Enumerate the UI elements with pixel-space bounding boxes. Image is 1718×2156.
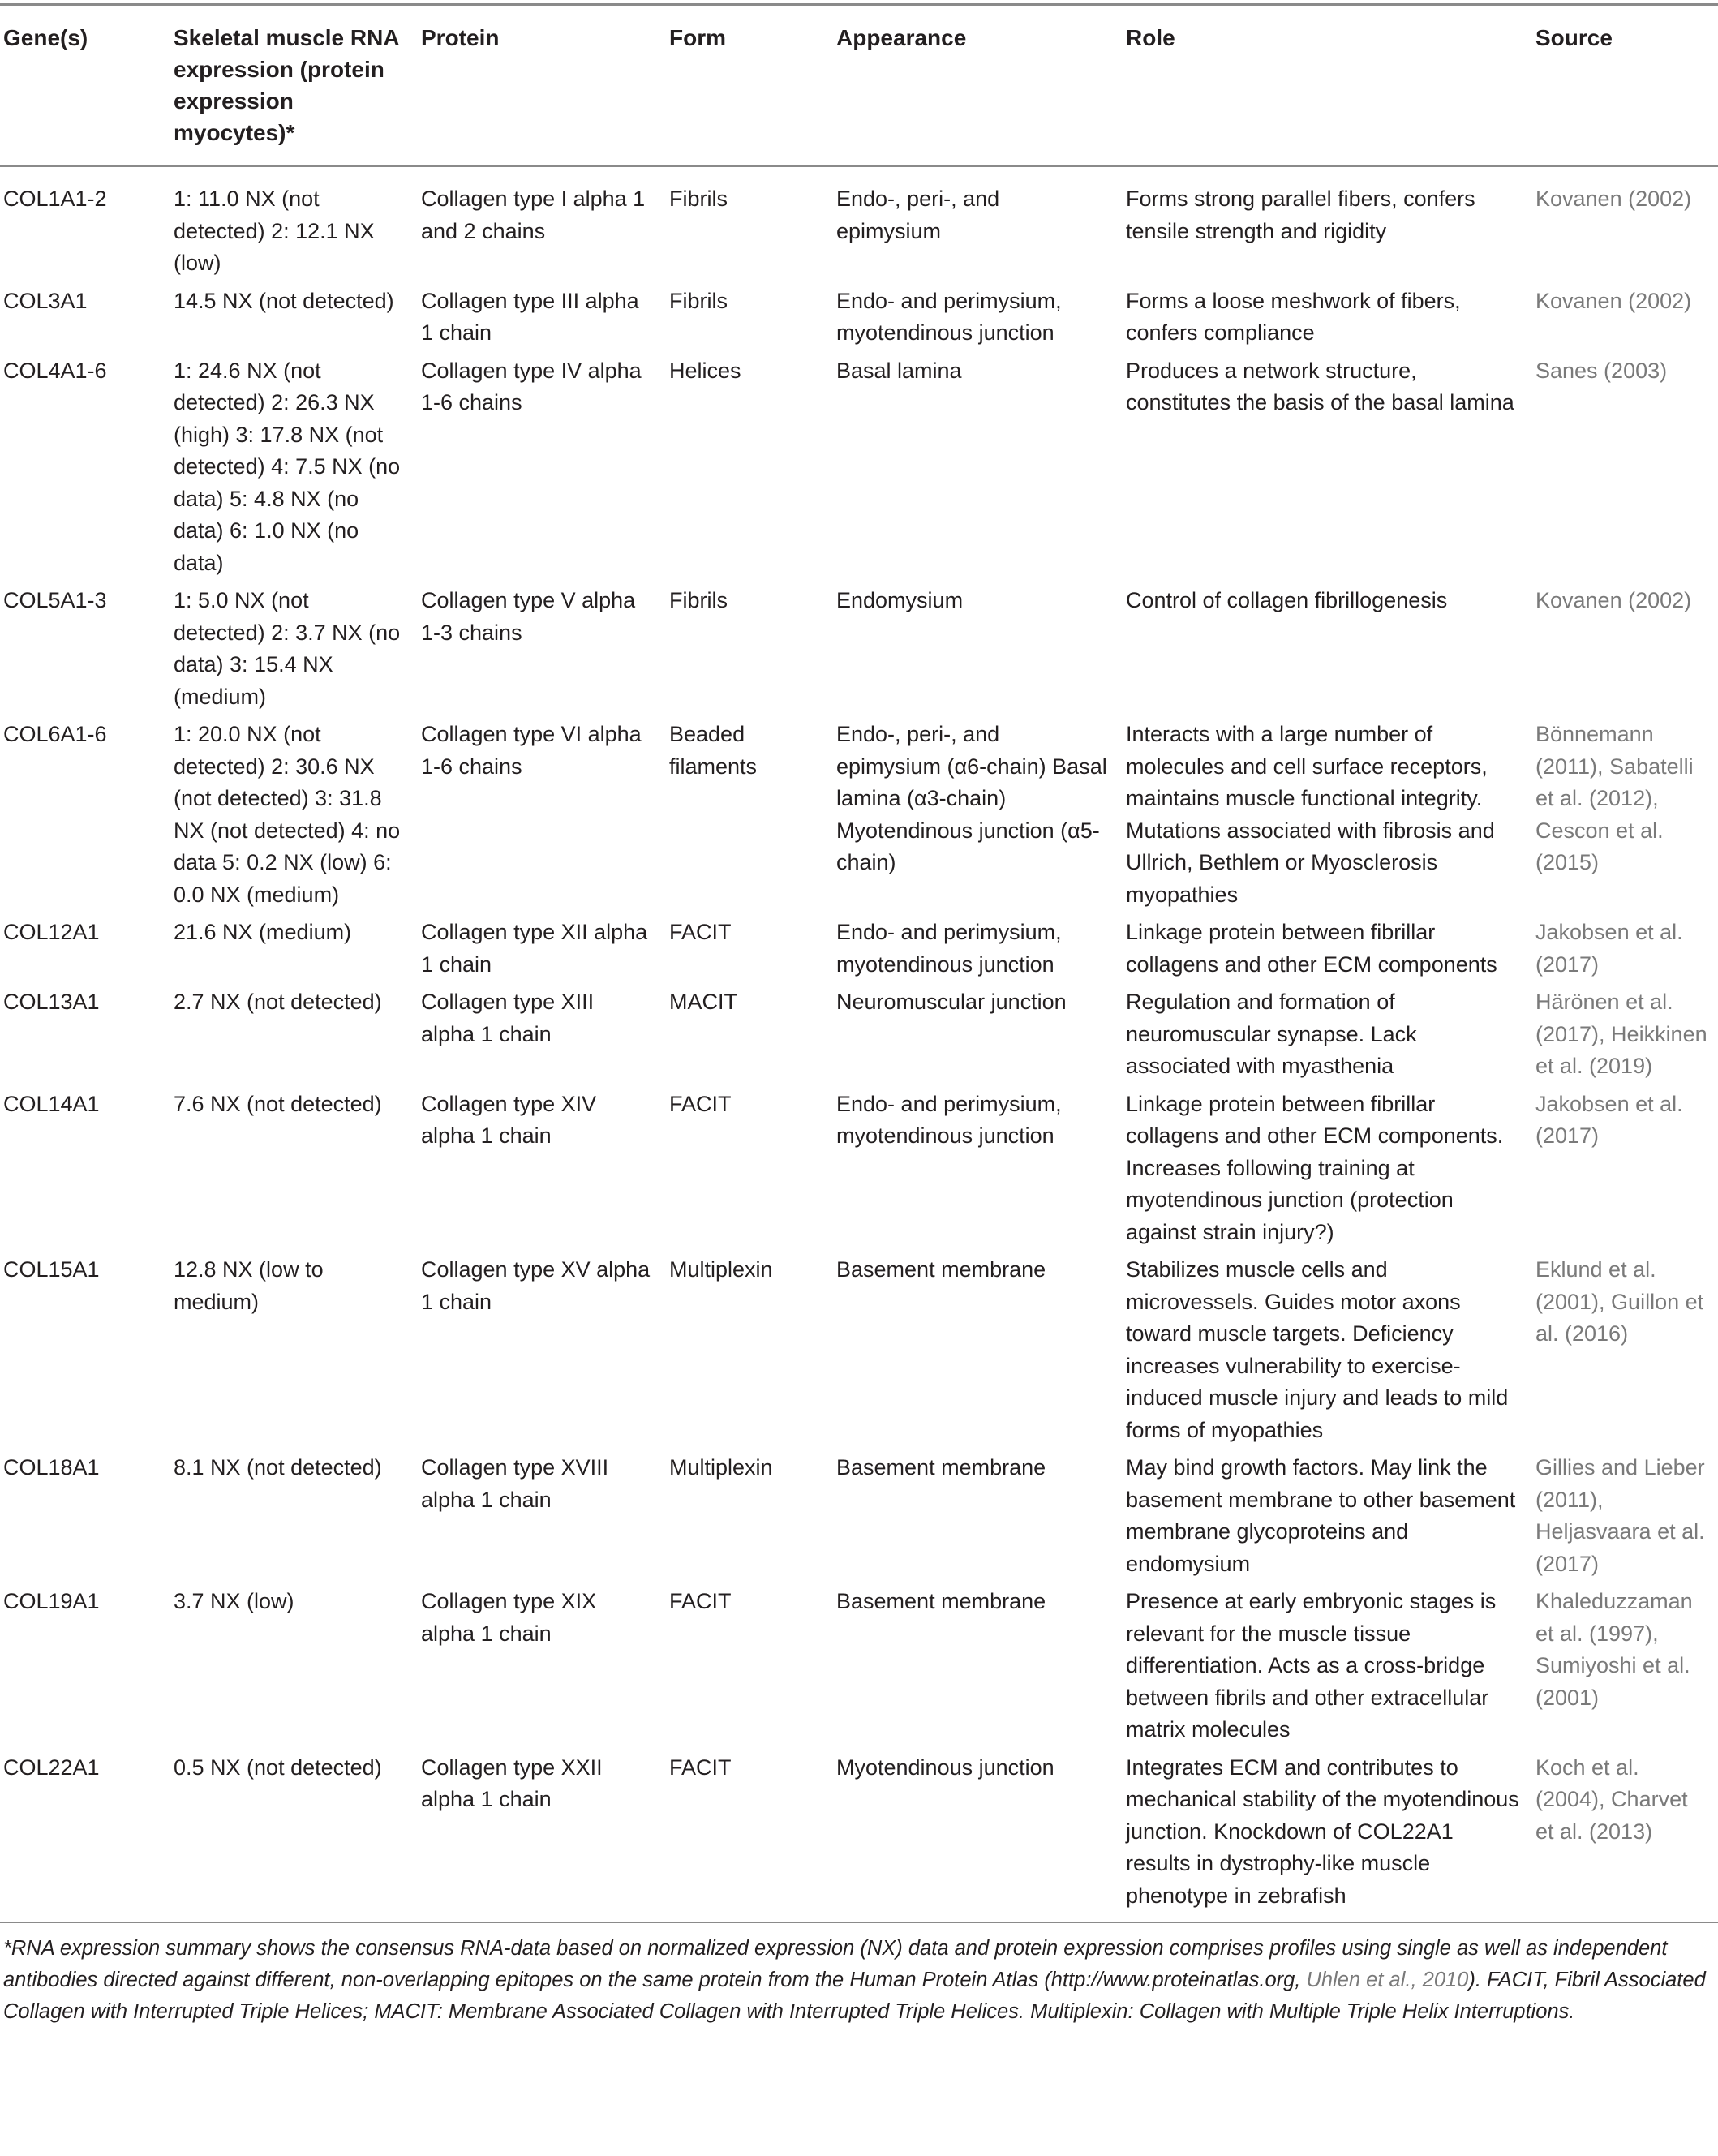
cell-appearance: Basement membrane — [836, 1589, 1046, 1613]
cell-form: Fibrils — [669, 288, 728, 313]
cell-gene: COL22A1 — [3, 1754, 100, 1780]
cell-form: FACIT — [669, 920, 732, 944]
footnote-text-2: ). FACIT, Fibril Associated Collagen with Interrupted Triple Helices; MACIT: Membrane Associated Collagen with Interrupted Triple Helices. Multiplexin: Collagen with Multiple Triple Helix Interruptions. — [3, 1969, 1706, 2023]
cell-rna: 3.7 NX (low) — [174, 1589, 294, 1613]
table-row — [0, 351, 1718, 582]
cell-source-link[interactable]: Kovanen (2002) — [1535, 288, 1692, 313]
cell-source-link[interactable]: Kovanen (2002) — [1535, 588, 1692, 612]
cell-protein: Collagen type XII alpha 1 chain — [421, 920, 648, 977]
header-role: Role — [1126, 25, 1175, 50]
cell-protein: Collagen type IV alpha 1-6 chains — [421, 358, 642, 414]
cell-protein: Collagen type III alpha 1 chain — [421, 288, 639, 345]
cell-role: Presence at early embryonic stages is relevant for the muscle tissue differentiation. Acts as a cross-bridge between fibrils and other extracellular matrix molecules — [1126, 1589, 1497, 1742]
cell-role: Integrates ECM and contributes to mechanical stability of the myotendinous junction. Knockdown of COL22A1 results in dystrophy-like muscle phenotype in zebrafish — [1126, 1754, 1519, 1908]
cell-role: Forms a loose meshwork of fibers, confers compliance — [1126, 288, 1461, 345]
cell-source-link[interactable]: Jakobsen et al. (2017) — [1535, 920, 1683, 977]
header-rna-expression: Skeletal muscle RNA expression (protein expression myocytes)* — [174, 25, 399, 145]
collagen-table — [0, 3, 1718, 2028]
cell-gene: COL15A1 — [3, 1257, 100, 1282]
table-row — [0, 913, 1718, 982]
cell-appearance: Myotendinous junction — [836, 1754, 1054, 1780]
cell-gene: COL13A1 — [3, 990, 100, 1014]
cell-gene: COL1A1-2 — [3, 187, 107, 211]
cell-rna: 7.6 NX (not detected) — [174, 1091, 382, 1116]
cell-form: FACIT — [669, 1589, 732, 1613]
table-row — [0, 1582, 1718, 1748]
cell-role: Forms strong parallel fibers, confers tensile strength and rigidity — [1126, 187, 1475, 243]
cell-rna: 14.5 NX (not detected) — [174, 288, 394, 313]
header-source: Source — [1535, 25, 1613, 50]
cell-appearance: Endomysium — [836, 588, 964, 612]
table-row — [0, 581, 1718, 715]
cell-rna: 0.5 NX (not detected) — [174, 1754, 382, 1780]
table-footer — [0, 1922, 1718, 2028]
cell-gene: COL19A1 — [3, 1589, 100, 1613]
cell-role: Control of collagen fibrillogenesis — [1126, 588, 1448, 612]
cell-rna: 8.1 NX (not detected) — [174, 1455, 382, 1480]
table-header — [0, 5, 1718, 167]
cell-source-link[interactable]: Gillies and Lieber (2011), Heljasvaara et al. (2017) — [1535, 1455, 1705, 1576]
cell-role: Produces a network structure, constitutes the basis of the basal lamina — [1126, 358, 1514, 414]
cell-role: Interacts with a large number of molecules and cell surface receptors, maintains muscle functional integrity. Mutations associated with fibrosis and Ullrich, Bethlem or Myosclerosis myopathies — [1126, 722, 1495, 907]
header-gene: Gene(s) — [3, 25, 88, 50]
cell-gene: COL18A1 — [3, 1455, 100, 1480]
cell-source-link[interactable]: Eklund et al. (2001), Guillon et al. (2016) — [1535, 1257, 1704, 1346]
cell-form: Fibrils — [669, 187, 728, 211]
cell-source-link[interactable]: Bönnemann (2011), Sabatelli et al. (2012), Cescon et al. (2015) — [1535, 722, 1694, 874]
cell-appearance: Endo- and perimysium, myotendinous junction — [836, 288, 1062, 345]
cell-rna: 1: 20.0 NX (not detected) 2: 30.6 NX (not detected) 3: 31.8 NX (not detected) 4: no data 5: 0.2 NX (low) 6: 0.0 NX (medium) — [174, 722, 401, 907]
cell-protein: Collagen type V alpha 1-3 chains — [421, 588, 636, 645]
cell-role: Stabilizes muscle cells and microvessels. Guides motor axons toward muscle targets. Deficiency increases vulnerability to exercise-induced muscle injury and leads to mild forms of myopathies — [1126, 1257, 1509, 1442]
table-row — [0, 281, 1718, 351]
cell-gene: COL4A1-6 — [3, 358, 107, 383]
cell-protein: Collagen type XIV alpha 1 chain — [421, 1091, 597, 1148]
cell-appearance: Endo-, peri-, and epimysium — [836, 187, 1000, 243]
cell-protein: Collagen type XXII alpha 1 chain — [421, 1754, 603, 1811]
cell-role: Regulation and formation of neuromuscular synapse. Lack associated with myasthenia — [1126, 990, 1417, 1078]
cell-appearance: Basement membrane — [836, 1257, 1046, 1282]
cell-appearance: Neuromuscular junction — [836, 990, 1067, 1014]
cell-source-link[interactable]: Sanes (2003) — [1535, 358, 1668, 383]
cell-appearance: Basal lamina — [836, 358, 962, 383]
cell-role: Linkage protein between fibrillar collagens and other ECM components — [1126, 920, 1497, 977]
cell-source-link[interactable]: Jakobsen et al. (2017) — [1535, 1091, 1683, 1148]
cell-role: Linkage protein between fibrillar collagens and other ECM components. Increases following training at myotendinous junction (protection against strain injury?) — [1126, 1091, 1504, 1244]
cell-protein: Collagen type I alpha 1 and 2 chains — [421, 187, 646, 243]
cell-gene: COL5A1-3 — [3, 588, 107, 612]
table-row — [0, 1748, 1718, 1923]
cell-protein: Collagen type XIII alpha 1 chain — [421, 990, 595, 1046]
cell-protein: Collagen type XIX alpha 1 chain — [421, 1589, 597, 1646]
table-row — [0, 982, 1718, 1084]
table-row — [0, 1448, 1718, 1582]
cell-gene: COL12A1 — [3, 920, 100, 944]
header-appearance: Appearance — [836, 25, 967, 50]
cell-source-link[interactable]: Härönen et al. (2017), Heikkinen et al. (2019) — [1535, 990, 1707, 1078]
table-row — [0, 1250, 1718, 1448]
cell-rna: 1: 24.6 NX (not detected) 2: 26.3 NX (high) 3: 17.8 NX (not detected) 4: 7.5 NX (no data) 5: 4.8 NX (no data) 6: 1.0 NX (no data) — [174, 358, 401, 575]
table-body — [0, 166, 1718, 1922]
table-row — [0, 715, 1718, 913]
cell-protein: Collagen type XV alpha 1 chain — [421, 1257, 651, 1314]
header-form: Form — [669, 25, 726, 50]
cell-form: Beaded filaments — [669, 722, 758, 779]
cell-protein: Collagen type VI alpha 1-6 chains — [421, 722, 642, 779]
cell-role: May bind growth factors. May link the basement membrane to other basement membrane glycoproteins and endomysium — [1126, 1455, 1516, 1576]
cell-rna: 2.7 NX (not detected) — [174, 990, 382, 1014]
cell-form: MACIT — [669, 990, 737, 1014]
footnote-text-1: *RNA expression summary shows the consensus RNA-data based on normalized expression (NX) data and protein expression comprises profiles using single as well as independent antibodies directed against different, non-overlapping epitopes on the same protein from the Human Protein Atlas (http://www.proteinatlas.org, — [3, 1937, 1668, 1991]
table-row — [0, 166, 1718, 281]
cell-gene: COL14A1 — [3, 1091, 100, 1116]
cell-source-link[interactable]: Kovanen (2002) — [1535, 187, 1692, 211]
cell-rna: 1: 11.0 NX (not detected) 2: 12.1 NX (low) — [174, 187, 375, 275]
cell-rna: 12.8 NX (low to medium) — [174, 1257, 324, 1314]
cell-gene: COL6A1-6 — [3, 722, 107, 746]
cell-protein: Collagen type XVIII alpha 1 chain — [421, 1455, 609, 1512]
cell-form: Helices — [669, 358, 741, 383]
cell-form: FACIT — [669, 1754, 732, 1780]
cell-source-link[interactable]: Khaleduzzaman et al. (1997), Sumiyoshi et al. (2001) — [1535, 1589, 1693, 1710]
header-protein: Protein — [421, 25, 500, 50]
cell-form: Fibrils — [669, 588, 728, 612]
cell-appearance: Endo-, peri-, and epimysium (α6-chain) Basal lamina (α3-chain) Myotendinous junction (α5-chain) — [836, 722, 1107, 874]
header-row — [0, 5, 1718, 167]
footnote-row — [0, 1922, 1718, 2028]
cell-gene: COL3A1 — [3, 288, 88, 313]
cell-appearance: Endo- and perimysium, myotendinous junction — [836, 1091, 1062, 1148]
cell-form: Multiplexin — [669, 1455, 773, 1480]
cell-form: Multiplexin — [669, 1257, 773, 1282]
cell-source-link[interactable]: Koch et al. (2004), Charvet et al. (2013) — [1535, 1754, 1688, 1844]
cell-form: FACIT — [669, 1091, 732, 1116]
cell-appearance: Basement membrane — [836, 1455, 1046, 1480]
footnote-citation-link[interactable]: Uhlen et al., 2010 — [1306, 1969, 1469, 1991]
footnote — [0, 1922, 1718, 2028]
cell-rna: 1: 5.0 NX (not detected) 2: 3.7 NX (no data) 3: 15.4 NX (medium) — [174, 588, 401, 709]
table-row — [0, 1084, 1718, 1251]
cell-rna: 21.6 NX (medium) — [174, 920, 352, 944]
cell-appearance: Endo- and perimysium, myotendinous junction — [836, 920, 1062, 977]
